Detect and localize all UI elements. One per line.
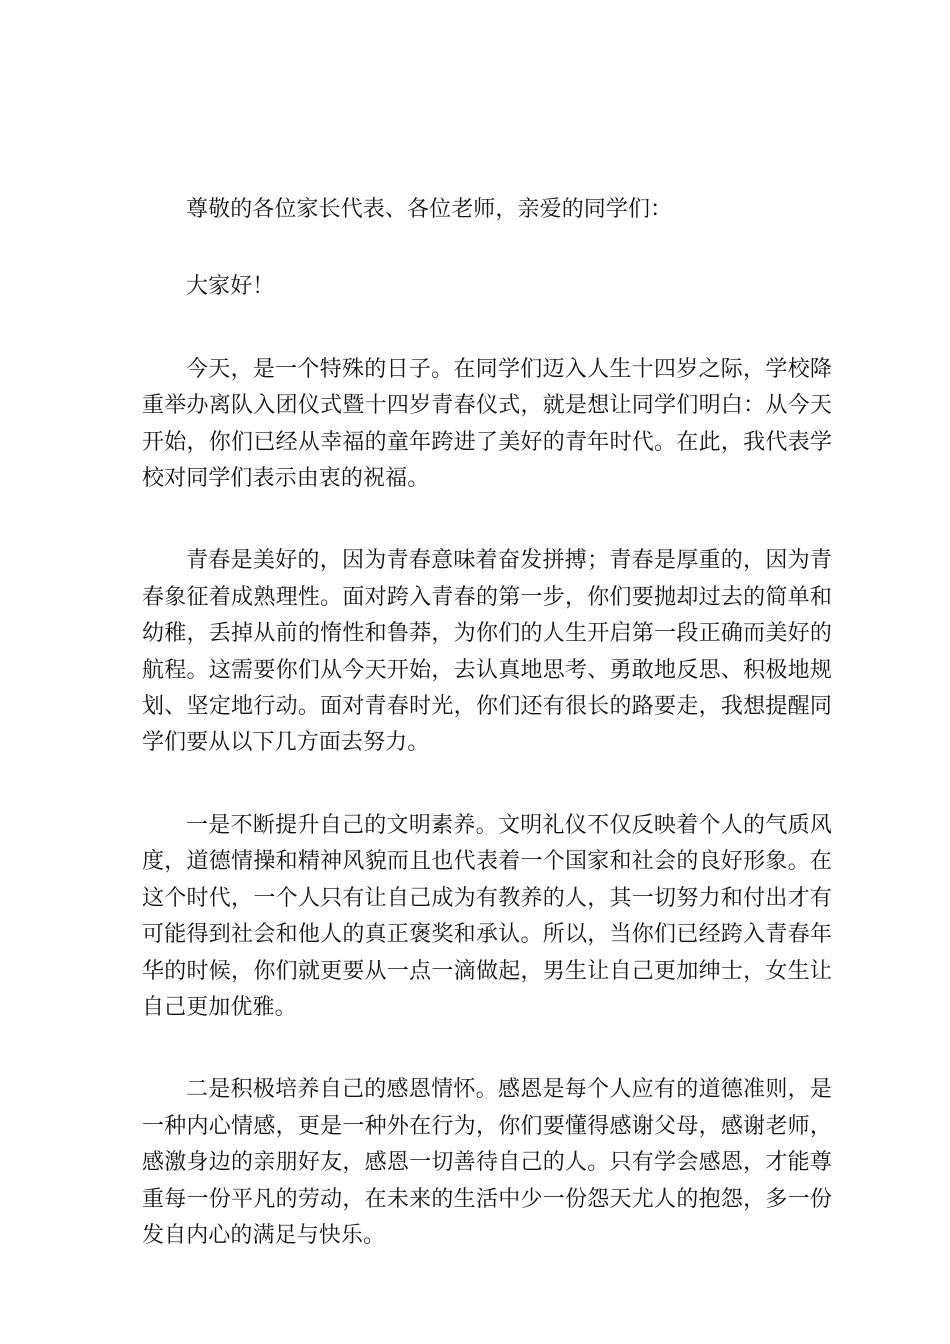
greeting: 大家好！: [186, 274, 275, 300]
paragraph-gratitude: 二是积极培养自己的感恩情怀。感恩是每个人应有的道德准则，是一种内心情感，更是一种外在行为，你们要懂得感谢父母，感谢老师，感激身边的亲朋好友，感恩一切善待自己的人。只有学会感恩，才能尊重每一份平凡的劳动，在未来的生活中少一份怨天尤人的抱怨，多一份发自内心的满足与快乐。: [142, 1077, 832, 1248]
salutation: 尊敬的各位家长代表、各位老师，亲爱的同学们：: [186, 197, 673, 222]
speech-body: [142, 192, 832, 1254]
paragraph-civility: 一是不断提升自己的文明素养。文明礼仪不仅反映着个人的气质风度，道德情操和精神风貌而且也代表着一个国家和社会的良好形象。在这个时代，一个人只有让自己成为有教养的人，其一切努力和付出才有可能得到社会和他人的真正褒奖和承认。所以，当你们已经跨入青春年华的时候，你们就更要从一点一滴做起，男生让自己更加绅士，女生让自己更加优雅。: [142, 812, 832, 1020]
paragraph-opening: 今天，是一个特殊的日子。在同学们迈入人生十四岁之际，学校降重举办离队入团仪式暨十四岁青春仪式，就是想让同学们明白：从今天开始，你们已经从幸福的童年跨进了美好的青年时代。在此，我代表学校对同学们表示由衷的祝福。: [142, 356, 832, 492]
paragraph-youth: 青春是美好的，因为青春意味着奋发拼搏；青春是厚重的，因为青春象征着成熟理性。面对跨入青春的第一步，你们要抛却过去的简单和幼稚，丢掉从前的惰性和鲁莽，为你们的人生开启第一段正确而美好的航程。这需要你们从今天开始，去认真地思考、勇敢地反思、积极地规划、坚定地行动。面对青春时光，你们还有很长的路要走，我想提醒同学们要从以下几方面去努力。: [142, 548, 832, 756]
